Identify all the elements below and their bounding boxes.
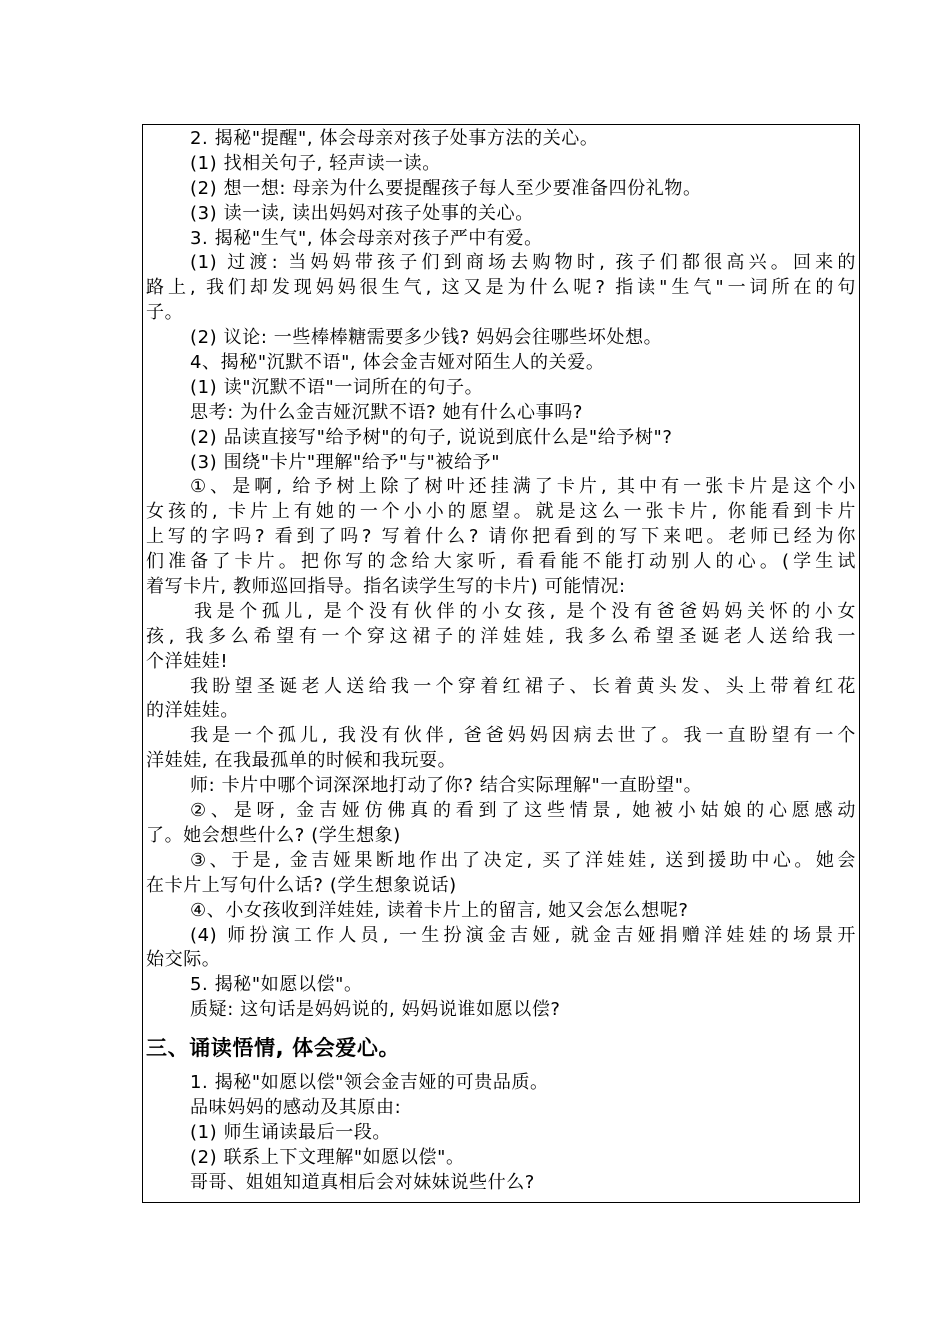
text-line: 我是一个孤儿, 我没有伙伴, 爸爸妈妈因病去世了。我一直盼望有一个 bbox=[190, 725, 856, 747]
text-line: 质疑: 这句话是妈妈说的, 妈妈说谁如愿以偿? bbox=[190, 999, 561, 1021]
text-line: 我是个孤儿, 是个没有伙伴的小女孩, 是个没有爸爸妈妈关怀的小女 bbox=[194, 600, 856, 622]
text-line: 品味妈妈的感动及其原由: bbox=[190, 1096, 402, 1118]
lesson-plan-content bbox=[146, 127, 856, 1196]
text-line: (1) 找相关句子, 轻声读一读。 bbox=[190, 152, 441, 174]
text-line: (1) 读"沉默不语"一词所在的句子。 bbox=[190, 376, 484, 398]
text-line: 着写卡片, 教师巡回指导。指名读学生写的卡片) 可能情况: bbox=[146, 576, 626, 598]
text-line: 3. 揭秘"生气", 体会母亲对孩子严中有爱。 bbox=[190, 227, 543, 249]
text-line: (3) 读一读, 读出妈妈对孩子处事的关心。 bbox=[190, 202, 534, 224]
text-line: 思考: 为什么金吉娅沉默不语? 她有什么心事吗? bbox=[190, 401, 584, 423]
text-line: 子。 bbox=[146, 302, 184, 324]
text-line: 洋娃娃, 在我最孤单的时候和我玩耍。 bbox=[146, 750, 457, 772]
text-line: 师: 卡片中哪个词深深地打动了你? 结合实际理解"一直盼望"。 bbox=[190, 775, 703, 797]
text-line: (2) 想一想: 母亲为什么要提醒孩子每人至少要准备四份礼物。 bbox=[190, 177, 702, 199]
text-line: 女孩的, 卡片上有她的一个小小的愿望。就是这么一张卡片, 你能看到卡片 bbox=[146, 501, 856, 523]
text-line: (1) 师生诵读最后一段。 bbox=[190, 1121, 392, 1143]
text-line: 5. 揭秘"如愿以偿"。 bbox=[190, 974, 363, 996]
text-line: (3) 围绕"卡片"理解"给予"与"被给予" bbox=[190, 451, 501, 473]
text-line: 路上, 我们却发现妈妈很生气, 这又是为什么呢? 指读"生气"一词所在的句 bbox=[146, 277, 856, 299]
text-line: 2. 揭秘"提醒", 体会母亲对孩子处事方法的关心。 bbox=[190, 128, 599, 149]
text-line: (2) 议论: 一些棒棒糖需要多少钱? 妈妈会往哪些坏处想。 bbox=[190, 327, 663, 349]
section-two-body bbox=[146, 127, 856, 1023]
text-line: (2) 品读直接写"给予树"的句子, 说说到底什么是"给予树"? bbox=[190, 426, 673, 448]
text-line: (1) 过渡: 当妈妈带孩子们到商场去购物时, 孩子们都很高兴。回来的 bbox=[190, 252, 856, 274]
text-line: ①、是啊, 给予树上除了树叶还挂满了卡片, 其中有一张卡片是这个小 bbox=[190, 476, 856, 498]
section-three-heading: 三、诵读悟情, 体会爱心。 bbox=[146, 1036, 401, 1061]
section-three-body bbox=[146, 1071, 856, 1195]
text-line: 们准备了卡片。把你写的念给大家听, 看看能不能打动别人的心。(学生试 bbox=[146, 551, 856, 573]
text-line: 在卡片上写句什么话? (学生想象说话) bbox=[146, 874, 457, 896]
text-line: ③、于是, 金吉娅果断地作出了决定, 买了洋娃娃, 送到援助中心。她会 bbox=[190, 849, 856, 871]
text-line: ②、是呀, 金吉娅仿佛真的看到了这些情景, 她被小姑娘的心愿感动 bbox=[190, 800, 856, 822]
text-line: 始交际。 bbox=[146, 949, 221, 971]
text-line: ④、小女孩收到洋娃娃, 读着卡片上的留言, 她又会怎么想呢? bbox=[190, 899, 689, 921]
text-line: 4、揭秘"沉默不语", 体会金吉娅对陌生人的关爱。 bbox=[190, 352, 605, 374]
text-line: (2) 联系上下文理解"如愿以偿"。 bbox=[190, 1146, 465, 1168]
text-line: (4) 师扮演工作人员, 一生扮演金吉娅, 就金吉娅捐赠洋娃娃的场景开 bbox=[190, 924, 856, 946]
text-line: 了。她会想些什么? (学生想象) bbox=[146, 824, 401, 846]
text-line: 的洋娃娃。 bbox=[146, 700, 239, 722]
text-line: 个洋娃娃! bbox=[146, 650, 229, 672]
text-line: 我盼望圣诞老人送给我一个穿着红裙子、长着黄头发、头上带着红花 bbox=[190, 675, 856, 697]
text-line: 孩, 我多么希望有一个穿这裙子的洋娃娃, 我多么希望圣诞老人送给我一 bbox=[146, 625, 856, 647]
text-line: 哥哥、姐姐知道真相后会对妹妹说些什么? bbox=[190, 1171, 535, 1193]
text-line: 上写的字吗? 看到了吗? 写着什么? 请你把看到的写下来吧。老师已经为你 bbox=[146, 526, 856, 548]
text-line: 1. 揭秘"如愿以偿"领会金吉娅的可贵品质。 bbox=[190, 1072, 549, 1094]
